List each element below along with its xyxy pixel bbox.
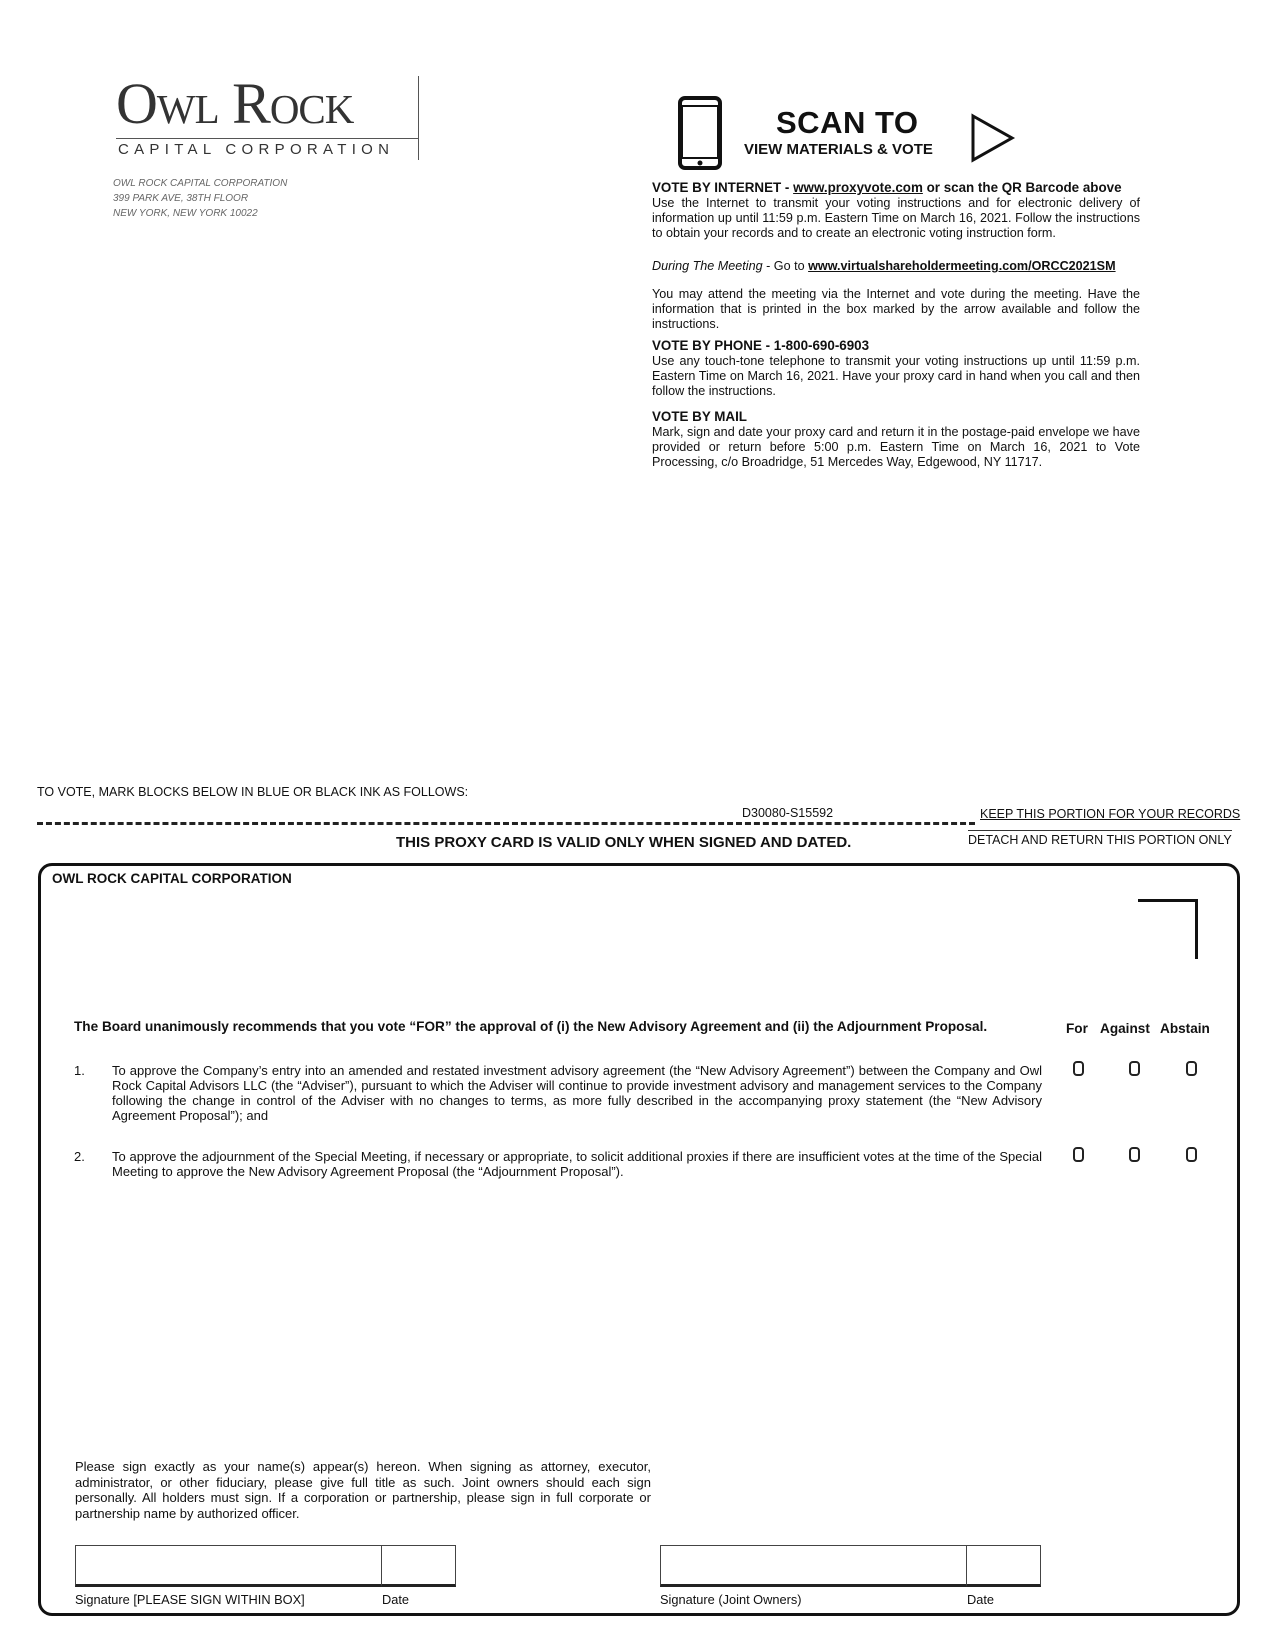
address-line-3: NEW YORK, NEW YORK 10022 xyxy=(113,208,258,219)
joint-signature-box[interactable] xyxy=(660,1545,967,1587)
proposal-1-abstain-checkbox[interactable] xyxy=(1186,1061,1197,1076)
logo-rule xyxy=(116,138,418,139)
registration-corner-mark xyxy=(1138,899,1198,959)
joint-signature-label: Signature (Joint Owners) xyxy=(660,1592,802,1607)
joint-signature-date-box[interactable] xyxy=(967,1545,1041,1587)
proposal-1-text: To approve the Company’s entry into an amended and restated investment advisory agreement (the “New Advisory Agreement”) between the Company and Owl Rock Capital Advisors LLC (the “Adviser”), pursuant to which the Adviser will continue to provide investment advisory and management services to the Company following the change in control of the Adviser with no changes to terms, as more fully described in the accompanying proxy statement (the “New Advisory Agreement Proposal”); and xyxy=(112,1063,1042,1123)
proposal-1-number: 1. xyxy=(74,1063,85,1078)
vote-mail-section xyxy=(652,409,1140,470)
scan-title: SCAN TO xyxy=(776,105,919,140)
meeting-section xyxy=(652,259,1140,274)
proposal-2-against-checkbox[interactable] xyxy=(1129,1147,1140,1162)
signature-date-box[interactable] xyxy=(382,1545,456,1587)
column-against: Against xyxy=(1100,1021,1150,1036)
proposal-2-number: 2. xyxy=(74,1149,85,1164)
board-recommendation: The Board unanimously recommends that you vote “FOR” the approval of (i) the New Advisory Agreement and (ii) the Adjournment Proposal. xyxy=(74,1019,988,1034)
smartphone-icon xyxy=(678,96,722,170)
card-company-name: OWL ROCK CAPITAL CORPORATION xyxy=(52,871,292,886)
meeting-lead: During The Meeting xyxy=(652,259,763,273)
play-arrow-icon xyxy=(970,113,1016,163)
proposal-1-against-checkbox[interactable] xyxy=(1129,1061,1140,1076)
signature-box[interactable] xyxy=(75,1545,382,1587)
signing-instructions: Please sign exactly as your name(s) appear(s) hereon. When signing as attorney, executor, administrator, or other fiduciary, please give full title as such. Joint owners should each sign personally. All holders must sign. If a corporation or partnership, please sign in full corporate or partnership name by authorized officer. xyxy=(75,1459,651,1521)
vote-phone-section xyxy=(652,338,1140,399)
keep-portion-label: KEEP THIS PORTION FOR YOUR RECORDS xyxy=(980,807,1241,821)
vote-phone-heading: VOTE BY PHONE - 1-800-690-6903 xyxy=(652,338,870,353)
vote-phone-body: Use any touch-tone telephone to transmit your voting instructions up until 11:59 p.m. Eastern Time on March 16, 2021. Have your proxy card in hand when you call and then follow the instructions. xyxy=(652,354,1140,398)
meeting-goto: - Go to xyxy=(762,259,809,273)
proposal-2-for-checkbox[interactable] xyxy=(1073,1147,1084,1162)
logo-subtitle: CAPITAL CORPORATION xyxy=(118,141,395,158)
mark-instructions: TO VOTE, MARK BLOCKS BELOW IN BLUE OR BLACK INK AS FOLLOWS: xyxy=(37,785,469,799)
logo-wordmark: Owl Rock xyxy=(116,71,354,136)
virtual-meeting-link[interactable]: www.virtualshareholdermeeting.com/ORCC2021SM xyxy=(808,259,1116,273)
vote-internet-heading-tail: or scan the QR Barcode above xyxy=(922,180,1122,195)
proposal-2-text: To approve the adjournment of the Special Meeting, if necessary or appropriate, to solicit additional proxies if there are insufficient votes at the time of the Special Meeting to approve the New Advisory Agreement Proposal (the “Adjournment Proposal”). xyxy=(112,1149,1042,1179)
detach-line xyxy=(37,822,975,825)
proposal-1-for-checkbox[interactable] xyxy=(1073,1061,1084,1076)
address-line-1: OWL ROCK CAPITAL CORPORATION xyxy=(113,178,288,189)
scan-subtitle: VIEW MATERIALS & VOTE xyxy=(744,141,933,158)
vote-mail-heading: VOTE BY MAIL xyxy=(652,409,747,424)
vote-internet-section xyxy=(652,180,1140,241)
company-logo xyxy=(116,71,422,162)
meeting-body: You may attend the meeting via the Internet and vote during the meeting. Have the information that is printed in the box marked by the arrow available and follow the instructions. xyxy=(652,287,1140,331)
proposal-2-abstain-checkbox[interactable] xyxy=(1186,1147,1197,1162)
validity-notice: THIS PROXY CARD IS VALID ONLY WHEN SIGNED AND DATED. xyxy=(396,834,852,851)
joint-signature-date-label: Date xyxy=(967,1592,995,1607)
column-abstain: Abstain xyxy=(1160,1021,1210,1036)
column-for: For xyxy=(1066,1021,1088,1036)
detach-portion-label: DETACH AND RETURN THIS PORTION ONLY xyxy=(968,830,1232,847)
control-number: D30080-S15592 xyxy=(742,806,834,820)
proxyvote-link[interactable]: www.proxyvote.com xyxy=(793,180,923,195)
address-line-2: 399 PARK AVE, 38TH FLOOR xyxy=(113,193,249,204)
signature-label: Signature [PLEASE SIGN WITHIN BOX] xyxy=(75,1592,305,1607)
vote-internet-heading: VOTE BY INTERNET - xyxy=(652,180,794,195)
signature-date-label: Date xyxy=(382,1592,410,1607)
vote-mail-body: Mark, sign and date your proxy card and return it in the postage-paid envelope we have provided or return before 5:00 p.m. Eastern Time on March 16, 2021 to Vote Processing, c/o Broadridge, 51 Mercedes Way, Edgewood, NY 11717. xyxy=(652,425,1140,469)
logo-rule-vertical xyxy=(418,76,419,160)
vote-internet-body: Use the Internet to transmit your voting instructions and for electronic delivery of information up until 11:59 p.m. Eastern Time on March 16, 2021. Follow the instructions to obtain your records and to create an electronic voting instruction form. xyxy=(652,196,1140,240)
